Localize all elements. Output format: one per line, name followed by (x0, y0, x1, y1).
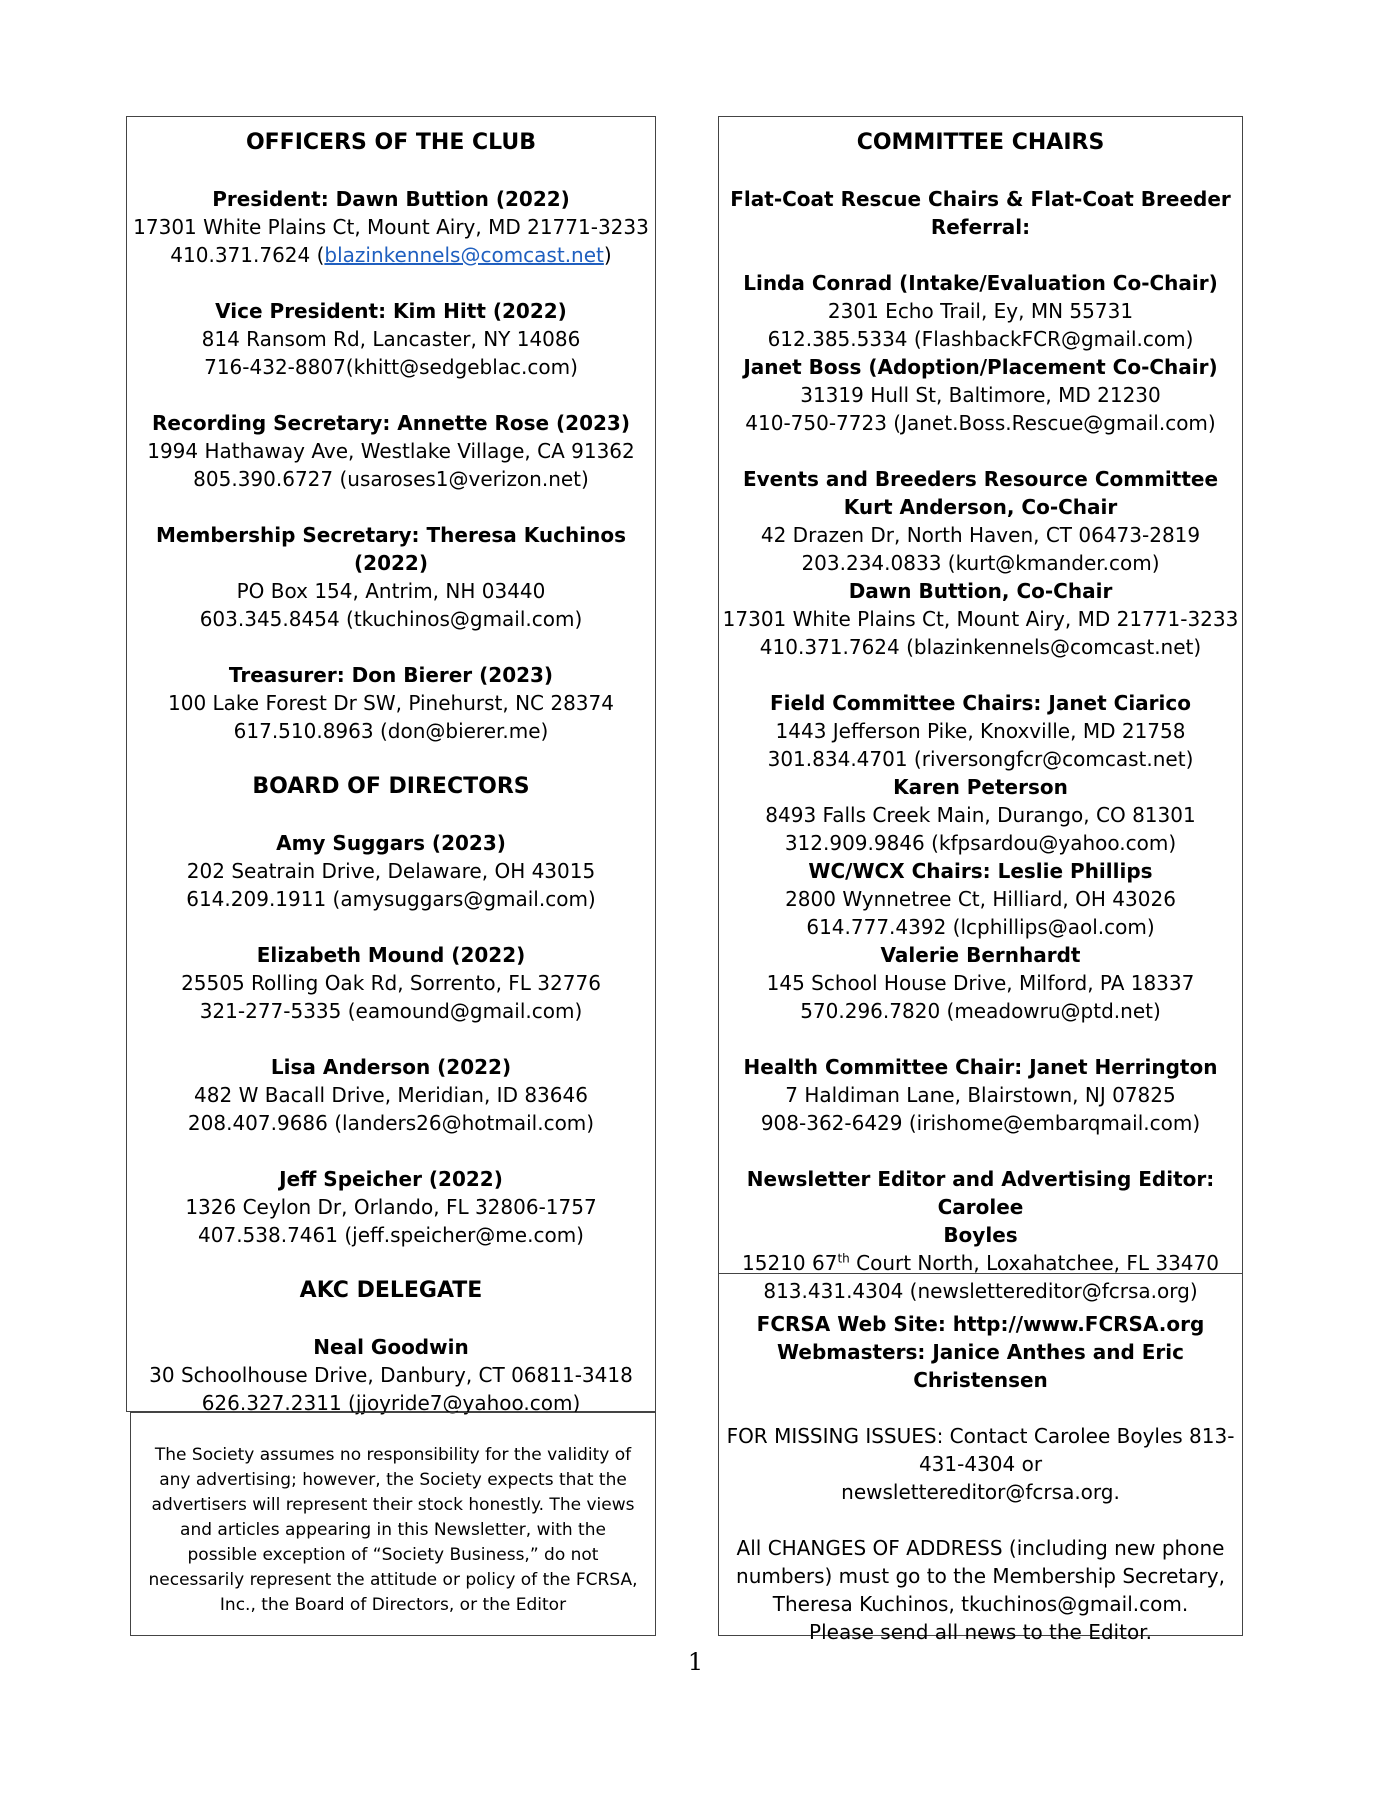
committees-panel (718, 116, 1243, 1303)
board-member-name: Jeff Speicher (2022) (279, 1167, 503, 1191)
president-email-link[interactable]: blazinkennels@comcast.net (324, 243, 604, 267)
disclaimer-panel (130, 1412, 656, 1636)
treasurer-contact: 617.510.8963 (don@bierer.me) (233, 719, 549, 743)
president-heading: President: Dawn Buttion (2022) (212, 187, 570, 211)
field-heading: Field Committee Chairs: Janet Ciarico (770, 691, 1191, 715)
health-chair-contact: 908-362-6429 (irishome@embarqmail.com) (760, 1111, 1201, 1135)
board-member-name: Elizabeth Mound (2022) (256, 943, 526, 967)
board-member-name: Amy Suggars (2023) (276, 831, 506, 855)
missing-issues-text: 431-4304 or (918, 1452, 1043, 1476)
vice-president-contact: 716-432-8807(khitt@sedgeblac.com) (204, 355, 578, 379)
wc-chair-address: 145 School House Drive, Milford, PA 18337 (766, 971, 1195, 995)
officers-title: OFFICERS OF THE CLUB (245, 130, 537, 155)
rescue-chair-name: Janet Boss (Adoption/Placement Co-Chair) (743, 355, 1218, 379)
officers-panel (126, 116, 656, 1415)
webmasters-line: Webmasters: Janice Anthes and Eric Christensen (777, 1340, 1184, 1392)
board-member-contact: 321-277-5335 (eamound@gmail.com) (199, 999, 583, 1023)
akc-title: AKC DELEGATE (299, 1278, 483, 1303)
wc-chair-name: Valerie Bernhardt (880, 943, 1081, 967)
newsletter-heading-cont: Boyles (943, 1223, 1018, 1247)
committees-title: COMMITTEE CHAIRS (856, 130, 1105, 155)
board-member-contact: 407.538.7461 (jeff.speicher@me.com) (198, 1223, 584, 1247)
missing-issues-text: FOR MISSING ISSUES: Contact Carolee Boyles 813- (726, 1424, 1235, 1448)
treasurer-address: 100 Lake Forest Dr SW, Pinehurst, NC 28374 (168, 691, 614, 715)
akc-delegate-address: 30 Schoolhouse Drive, Danbury, CT 06811-3418 (149, 1363, 633, 1387)
field-chair-address: 8493 Falls Creek Main, Durango, CO 81301 (765, 803, 1196, 827)
president-contact: 410.371.7624 (blazinkennels@comcast.net) (170, 243, 612, 267)
recording-secretary-contact: 805.390.6727 (usaroses1@verizon.net) (193, 467, 589, 491)
rescue-chair-contact: 410-750-7723 (Janet.Boss.Rescue@gmail.com) (745, 411, 1216, 435)
health-heading: Health Committee Chair: Janet Herrington (743, 1055, 1218, 1079)
recording-secretary-address: 1994 Hathaway Ave, Westlake Village, CA 91362 (147, 439, 635, 463)
rescue-heading: Flat-Coat Rescue Chairs & Flat-Coat Breeder (730, 187, 1231, 211)
field-chair-address: 1443 Jefferson Pike, Knoxville, MD 21758 (775, 719, 1186, 743)
board-member-name: Lisa Anderson (2022) (270, 1055, 512, 1079)
recording-secretary-heading: Recording Secretary: Annette Rose (2023) (152, 411, 630, 435)
rescue-chair-contact: 612.385.5334 (FlashbackFCR@gmail.com) (767, 327, 1194, 351)
events-chair-address: 17301 White Plains Ct, Mount Airy, MD 21771-3233 (722, 607, 1239, 631)
field-chair-name: Karen Peterson (893, 775, 1068, 799)
website-line: FCRSA Web Site: http://www.FCRSA.org (756, 1312, 1205, 1336)
events-chair-name: Kurt Anderson, Co-Chair (843, 495, 1118, 519)
board-member-address: 482 W Bacall Drive, Meridian, ID 83646 (194, 1083, 588, 1107)
rescue-chair-name: Linda Conrad (Intake/Evaluation Co-Chair) (743, 271, 1218, 295)
events-chair-contact: 410.371.7624 (blazinkennels@comcast.net) (759, 635, 1202, 659)
events-chair-contact: 203.234.0833 (kurt@kmander.com) (801, 551, 1160, 575)
page-number: 1 (687, 1648, 704, 1676)
board-member-contact: 614.209.1911 (amysuggars@gmail.com) (186, 887, 596, 911)
wc-heading: WC/WCX Chairs: Leslie Phillips (808, 859, 1153, 883)
website-panel (718, 1273, 1243, 1644)
newsletter-heading: Newsletter Editor and Advertising Editor: Carolee (746, 1167, 1215, 1219)
field-chair-contact: 312.909.9846 (kfpsardou@yahoo.com) (784, 831, 1177, 855)
membership-secretary-contact: 603.345.8454 (tkuchinos@gmail.com) (199, 607, 583, 631)
disclaimer-text: The Society assumes no responsibility for the validity of any advertising; however, the Society expects that the advertisers will represent their stock honestly. The views and articles appearing in this Newsletter, with the possible exception of “Society Business,” do not necessarily represent the attitude or policy of the FCRSA, Inc., the Board of Directors, or the Editor (148, 1445, 638, 1615)
vice-president-address: 814 Ransom Rd, Lancaster, NY 14086 (201, 327, 581, 351)
events-chair-name: Dawn Buttion, Co-Chair (848, 579, 1113, 603)
board-member-contact: 208.407.9686 (landers26@hotmail.com) (187, 1111, 595, 1135)
membership-secretary-address: PO Box 154, Antrim, NH 03440 (236, 579, 546, 603)
health-chair-address: 7 Haldiman Lane, Blairstown, NJ 07825 (785, 1083, 1176, 1107)
wc-chair-contact: 614.777.4392 (lcphillips@aol.com) (806, 915, 1155, 939)
address-changes-text: Please send all news to the Editor. (809, 1620, 1152, 1644)
akc-delegate-contact: 626.327.2311 (jjoyride7@yahoo.com) (201, 1391, 581, 1415)
akc-delegate-name: Neal Goodwin (313, 1335, 469, 1359)
board-member-address: 25505 Rolling Oak Rd, Sorrento, FL 32776 (181, 971, 601, 995)
president-address: 17301 White Plains Ct, Mount Airy, MD 21771-3233 (133, 215, 649, 239)
board-member-address: 202 Seatrain Drive, Delaware, OH 43015 (186, 859, 596, 883)
wc-chair-contact: 570.296.7820 (meadowru@ptd.net) (800, 999, 1161, 1023)
newsletter-address: 15210 67th Court North, Loxahatchee, FL 33470 (742, 1251, 1219, 1275)
missing-issues-text: newslettereditor@fcrsa.org. (841, 1480, 1120, 1504)
treasurer-heading: Treasurer: Don Bierer (2023) (228, 663, 554, 687)
address-changes-text: numbers) must go to the Membership Secretary, (736, 1564, 1225, 1588)
field-chair-contact: 301.834.4701 (riversongfcr@comcast.net) (767, 747, 1194, 771)
events-chair-address: 42 Drazen Dr, North Haven, CT 06473-2819 (760, 523, 1201, 547)
membership-secretary-heading: Membership Secretary: Theresa Kuchinos (2022) (156, 523, 626, 575)
board-title: BOARD OF DIRECTORS (252, 774, 530, 799)
rescue-heading-cont: Referral: (930, 215, 1031, 239)
newsletter-contact: 813.431.4304 (newslettereditor@fcrsa.org) (763, 1279, 1198, 1303)
address-changes-text: All CHANGES OF ADDRESS (including new phone (736, 1536, 1225, 1560)
address-changes-text: Theresa Kuchinos, tkuchinos@gmail.com. (772, 1592, 1189, 1616)
rescue-chair-address: 2301 Echo Trail, Ey, MN 55731 (827, 299, 1134, 323)
events-heading: Events and Breeders Resource Committee (742, 467, 1219, 491)
vice-president-heading: Vice President: Kim Hitt (2022) (215, 299, 567, 323)
rescue-chair-address: 31319 Hull St, Baltimore, MD 21230 (800, 383, 1161, 407)
board-member-address: 1326 Ceylon Dr, Orlando, FL 32806-1757 (185, 1195, 597, 1219)
wc-chair-address: 2800 Wynnetree Ct, Hilliard, OH 43026 (785, 887, 1176, 911)
